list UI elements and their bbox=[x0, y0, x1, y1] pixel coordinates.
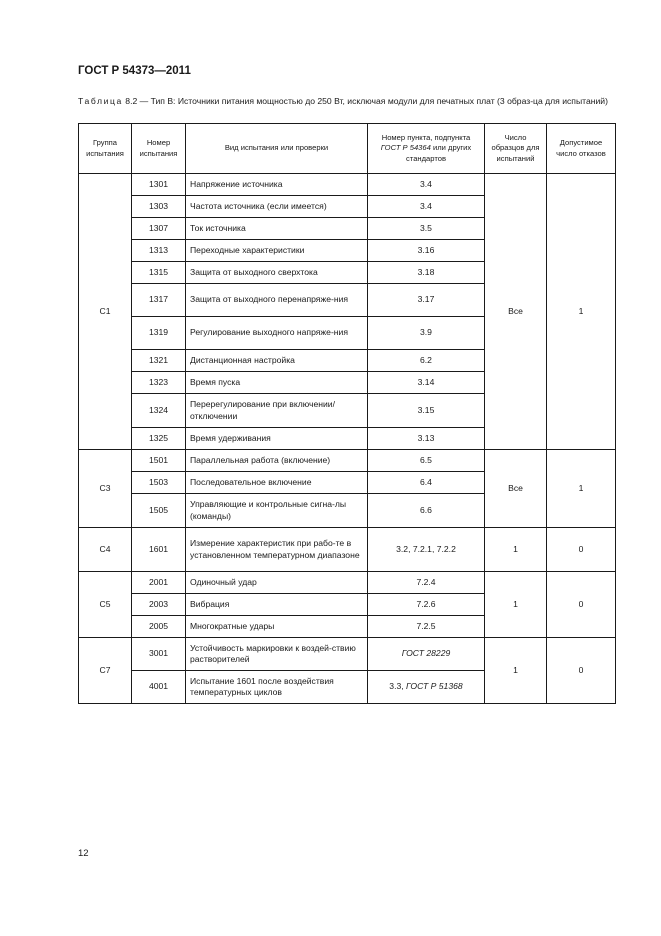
test-number-cell: 1313 bbox=[132, 240, 186, 262]
test-name-cell: Последовательное включение bbox=[186, 472, 368, 494]
test-name-cell: Параллельная работа (включение) bbox=[186, 450, 368, 472]
group-cell: С5 bbox=[79, 572, 132, 638]
failures-cell: 0 bbox=[547, 638, 616, 704]
test-number-cell: 1501 bbox=[132, 450, 186, 472]
test-number-cell: 2005 bbox=[132, 616, 186, 638]
test-number-cell: 1301 bbox=[132, 174, 186, 196]
test-ref-prefix: 3.3, bbox=[389, 681, 407, 692]
test-name-cell: Дистанционная настройка bbox=[186, 350, 368, 372]
test-number-cell: 1503 bbox=[132, 472, 186, 494]
group-cell: С3 bbox=[79, 450, 132, 528]
test-ref-cell: 6.5 bbox=[368, 450, 485, 472]
table-row bbox=[79, 638, 616, 671]
table-row bbox=[79, 528, 616, 572]
group-cell: С7 bbox=[79, 638, 132, 704]
test-name-cell: Управляющие и контрольные сигна-лы (команды) bbox=[186, 494, 368, 528]
header-type: Вид испытания или проверки bbox=[186, 124, 368, 174]
test-ref-cell bbox=[368, 638, 485, 671]
test-ref-cell: 3.15 bbox=[368, 394, 485, 428]
test-number-cell: 3001 bbox=[132, 638, 186, 671]
header-group: Группа испытания bbox=[79, 124, 132, 174]
test-ref-cell: 6.4 bbox=[368, 472, 485, 494]
failures-cell: 1 bbox=[547, 174, 616, 450]
test-number-cell: 1323 bbox=[132, 372, 186, 394]
samples-cell: 1 bbox=[485, 572, 547, 638]
group-cell: С4 bbox=[79, 528, 132, 572]
test-ref-cell: 3.9 bbox=[368, 317, 485, 350]
test-number-cell: 1307 bbox=[132, 218, 186, 240]
test-ref-cell: 3.5 bbox=[368, 218, 485, 240]
header-ref bbox=[368, 124, 485, 174]
caption-text: 8.2 — Тип В: Источники питания мощностью до 250 Вт, исключая модули для печатных плат (3 образ-ца для испытаний) bbox=[122, 96, 608, 106]
test-name-cell: Регулирование выходного напряже-ния bbox=[186, 317, 368, 350]
test-number-cell: 2001 bbox=[132, 572, 186, 594]
samples-cell: 1 bbox=[485, 528, 547, 572]
test-ref-cell: 3.2, 7.2.1, 7.2.2 bbox=[368, 528, 485, 572]
header-ref-tail: или других стандартов bbox=[406, 143, 472, 163]
test-ref-cell: 3.17 bbox=[368, 284, 485, 317]
failures-cell: 0 bbox=[547, 572, 616, 638]
test-number-cell: 4001 bbox=[132, 671, 186, 704]
test-name-cell: Испытание 1601 после воздействия температурных циклов bbox=[186, 671, 368, 704]
test-name-cell: Вибрация bbox=[186, 594, 368, 616]
test-number-cell: 1324 bbox=[132, 394, 186, 428]
test-number-cell: 1317 bbox=[132, 284, 186, 317]
samples-cell: Все bbox=[485, 450, 547, 528]
test-number-cell: 1325 bbox=[132, 428, 186, 450]
test-ref-cell: 7.2.5 bbox=[368, 616, 485, 638]
test-name-cell: Время удерживания bbox=[186, 428, 368, 450]
test-ref-cell bbox=[368, 671, 485, 704]
test-ref-cell: 3.14 bbox=[368, 372, 485, 394]
test-ref-cell: 6.6 bbox=[368, 494, 485, 528]
table-header-row bbox=[79, 124, 616, 174]
test-number-cell: 2003 bbox=[132, 594, 186, 616]
test-name-cell: Многократные удары bbox=[186, 616, 368, 638]
test-ref-cell: 6.2 bbox=[368, 350, 485, 372]
test-number-cell: 1505 bbox=[132, 494, 186, 528]
test-name-cell: Напряжение источника bbox=[186, 174, 368, 196]
header-samples: Число образцов для испытаний bbox=[485, 124, 547, 174]
table-caption bbox=[78, 95, 616, 108]
test-ref-cell: 3.13 bbox=[368, 428, 485, 450]
test-name-cell: Переходные характеристики bbox=[186, 240, 368, 262]
samples-cell: 1 bbox=[485, 638, 547, 704]
test-number-cell: 1315 bbox=[132, 262, 186, 284]
test-number-cell: 1303 bbox=[132, 196, 186, 218]
test-number-cell: 1321 bbox=[132, 350, 186, 372]
test-ref-std: ГОСТ Р 51368 bbox=[406, 681, 463, 692]
table-row bbox=[79, 450, 616, 472]
test-name-cell: Ток источника bbox=[186, 218, 368, 240]
test-name-cell: Одиночный удар bbox=[186, 572, 368, 594]
samples-cell: Все bbox=[485, 174, 547, 450]
test-name-cell: Защита от выходного сверхтока bbox=[186, 262, 368, 284]
header-number: Номер испытания bbox=[132, 124, 186, 174]
test-ref-cell: 7.2.6 bbox=[368, 594, 485, 616]
test-name-cell: Защита от выходного перенапряже-ния bbox=[186, 284, 368, 317]
failures-cell: 0 bbox=[547, 528, 616, 572]
caption-word: Таблица bbox=[78, 96, 123, 106]
group-cell: С1 bbox=[79, 174, 132, 450]
header-failures: Допустимое число отказов bbox=[547, 124, 616, 174]
test-name-cell: Время пуска bbox=[186, 372, 368, 394]
failures-cell: 1 bbox=[547, 450, 616, 528]
test-ref-cell: 3.18 bbox=[368, 262, 485, 284]
test-ref-cell: 3.4 bbox=[368, 174, 485, 196]
test-name-cell: Измерение характеристик при рабо-те в установленном температурном диапазоне bbox=[186, 528, 368, 572]
test-name-cell: Частота источника (если имеется) bbox=[186, 196, 368, 218]
test-ref-std: ГОСТ 28229 bbox=[401, 648, 451, 659]
page-number: 12 bbox=[78, 848, 89, 859]
standard-title: ГОСТ Р 54373—2011 bbox=[78, 65, 191, 77]
test-number-cell: 1601 bbox=[132, 528, 186, 572]
table-row bbox=[79, 572, 616, 594]
header-ref-text: Номер пункта, подпункта bbox=[381, 132, 471, 142]
test-number-cell: 1319 bbox=[132, 317, 186, 350]
header-ref-std: ГОСТ Р 54364 bbox=[380, 143, 431, 153]
test-name-cell: Устойчивость маркировки к воздей-ствию растворителей bbox=[186, 638, 368, 671]
table-row bbox=[79, 174, 616, 196]
test-table bbox=[78, 123, 616, 704]
test-ref-cell: 3.16 bbox=[368, 240, 485, 262]
test-ref-cell: 3.4 bbox=[368, 196, 485, 218]
test-name-cell: Перерегулирование при включении/ отключении bbox=[186, 394, 368, 428]
test-ref-cell: 7.2.4 bbox=[368, 572, 485, 594]
